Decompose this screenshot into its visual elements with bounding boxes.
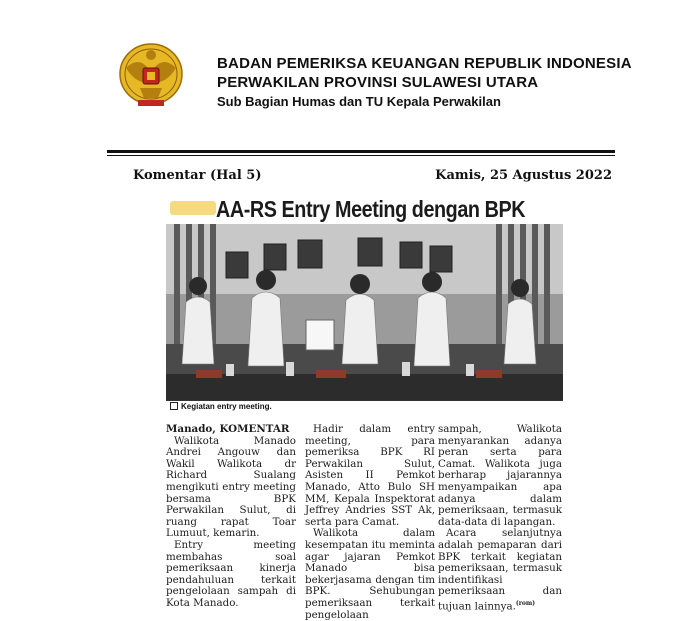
letterhead xyxy=(0,0,696,160)
divider-thin xyxy=(107,155,615,156)
publication-date: Kamis, 25 Agustus 2022 xyxy=(435,168,612,183)
news-clipping xyxy=(160,192,564,621)
org-division: Sub Bagian Humas dan TU Kepala Perwakilan xyxy=(217,94,501,109)
paragraph xyxy=(438,528,562,613)
meeting-photo xyxy=(166,224,563,400)
paragraph: Hadir dalam entry meeting, para pemeriksa BPK RI Perwakilan Sulut, Asisten II Pemkot Manado, Atto Bulo SH MM, Kepala Inspektorat Jeffrey Andries SST Ak, serta para Camat. xyxy=(305,423,435,528)
divider-thick xyxy=(107,150,615,153)
author-signature: (rom) xyxy=(515,599,536,607)
highlighter-mark xyxy=(170,201,216,215)
photo-caption: Kegiatan entry meeting. xyxy=(181,402,272,411)
paragraph: sampah, Walikota menyarankan adanya peran serta para Camat. Walikota juga berharap jajarannya menyampaikan apa adanya dalam pemeriksaan, termasuk data-data di lapangan. xyxy=(438,423,562,528)
paragraph: Walikota Manado Andrei Angouw dan Wakil Walikota dr Richard Sualang mengikuti entry meeting bersama BPK Perwakilan Sulut, di ruang rapat Toar Lumuut, kemarin. xyxy=(166,434,296,540)
article-column-2 xyxy=(305,424,435,621)
headline: AA-RS Entry Meeting dengan BPK xyxy=(216,196,526,222)
article-column-3 xyxy=(438,424,562,613)
org-name: BADAN PEMERIKSA KEUANGAN REPUBLIK INDONESIA xyxy=(217,55,632,72)
article-column-1 xyxy=(166,424,296,610)
dateline: Manado, KOMENTAR xyxy=(166,423,290,435)
garuda-emblem-icon xyxy=(118,38,184,114)
org-branch: PERWAKILAN PROVINSI SULAWESI UTARA xyxy=(217,74,539,91)
photo-caption-box xyxy=(166,400,563,413)
newspaper-source: Komentar (Hal 5) xyxy=(133,168,262,183)
paragraph: Entry meeting membahas soal pemeriksaan kinerja pendahuluan terkait pengelolaan sampah di Kota Manado. xyxy=(166,538,296,609)
paragraph: Walikota dalam kesempatan itu meminta agar jajaran Pemkot Manado bisa bekerjasama dengan tim BPK. Sehubungan pemeriksaan terkait pengelolaan xyxy=(305,527,435,621)
caption-bullet-icon xyxy=(170,402,178,410)
paragraph-text: Acara selanjutnya adalah pemaparan dari BPK terkait kegiatan pemeriksaan, termasuk indentifikasi pemeriksaan dan tujuan lainnya. xyxy=(438,527,562,613)
